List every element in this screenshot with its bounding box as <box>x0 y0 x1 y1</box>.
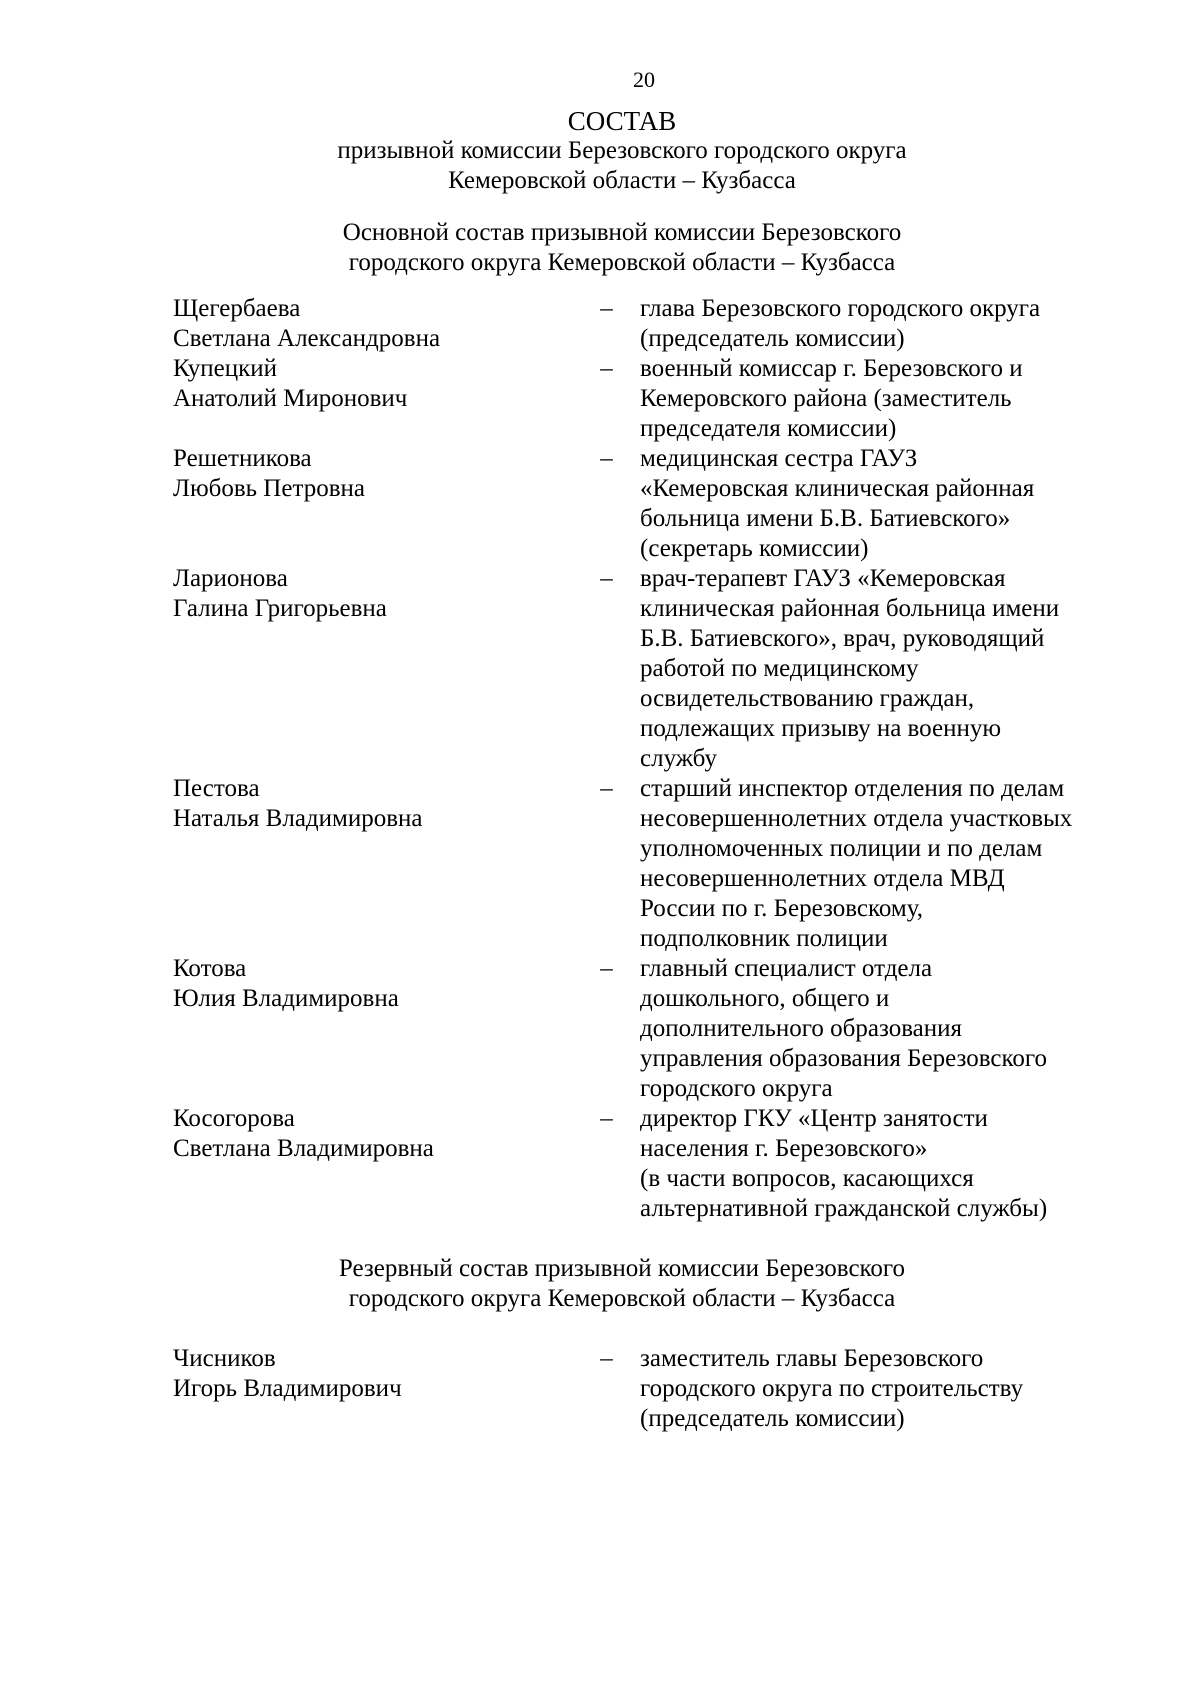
member-surname: Щегербаева <box>173 295 301 322</box>
member-role <box>640 444 1133 564</box>
member-role-line: освидетельствованию граждан, <box>640 685 975 712</box>
title-line-3: Кемеровской области – Кузбасса <box>448 167 796 194</box>
main-section-heading-line-2: городского округа Кемеровской области – Кузбасса <box>348 249 896 276</box>
member-given-names: Любовь Петровна <box>173 475 365 502</box>
member-surname: Котова <box>173 955 247 982</box>
member-role <box>640 774 1133 954</box>
member-dash: – <box>600 445 613 472</box>
member-role-line: военный комиссар г. Березовского и <box>640 355 1023 382</box>
member-role-line: председателя комиссии) <box>640 415 897 442</box>
member-row <box>173 954 1133 1104</box>
reserve-members-list <box>173 1344 1133 1434</box>
member-role-line: медицинская сестра ГАУЗ <box>640 445 918 472</box>
member-given-names: Юлия Владимировна <box>173 985 399 1012</box>
member-dash: – <box>600 1345 613 1372</box>
member-role-line: альтернативной гражданской службы) <box>640 1195 1048 1222</box>
document-title <box>0 106 1200 196</box>
reserve-section-heading <box>0 1254 1200 1314</box>
title-line-2: призывной комиссии Березовского городского округа <box>337 137 907 164</box>
member-name <box>173 564 573 774</box>
member-row <box>173 1344 1133 1434</box>
member-row <box>173 354 1133 444</box>
member-role-line: городского округа по строительству <box>640 1375 1024 1402</box>
member-role-line: подлежащих призыву на военную <box>640 715 1002 742</box>
member-role-line: директор ГКУ «Центр занятости <box>640 1105 988 1132</box>
member-dash: – <box>600 355 613 382</box>
member-given-names: Светлана Александровна <box>173 325 441 352</box>
reserve-section-heading-line-2: городского округа Кемеровской области – Кузбасса <box>348 1285 896 1312</box>
member-dash: – <box>600 565 613 592</box>
member-role-line: больница имени Б.В. Батиевского» <box>640 505 1011 532</box>
member-row <box>173 444 1133 564</box>
member-role-line: клиническая районная больница имени <box>640 595 1060 622</box>
member-given-names: Игорь Владимирович <box>173 1375 402 1402</box>
member-role-line: несовершеннолетних отдела МВД <box>640 865 1005 892</box>
member-name <box>173 774 573 954</box>
member-role <box>640 354 1133 444</box>
member-role-line: управления образования Березовского <box>640 1045 1047 1072</box>
member-name <box>173 1344 573 1434</box>
member-name <box>173 954 573 1104</box>
member-role-line: заместитель главы Березовского <box>640 1345 984 1372</box>
member-row <box>173 294 1133 354</box>
member-surname: Чисников <box>173 1345 276 1372</box>
member-given-names: Светлана Владимировна <box>173 1135 434 1162</box>
member-role-line: уполномоченных полиции и по делам <box>640 835 1043 862</box>
member-role-line: работой по медицинскому <box>640 655 919 682</box>
title-main: СОСТАВ <box>567 106 677 136</box>
member-surname: Ларионова <box>173 565 288 592</box>
member-given-names: Наталья Владимировна <box>173 805 423 832</box>
member-surname: Пестова <box>173 775 260 802</box>
member-role-line: дополнительного образования <box>640 1015 963 1042</box>
member-row <box>173 774 1133 954</box>
member-role-line: (в части вопросов, касающихся <box>640 1165 974 1192</box>
main-section-heading-line-1: Основной состав призывной комиссии Березовского <box>342 219 902 246</box>
member-role <box>640 294 1133 354</box>
member-given-names: Галина Григорьевна <box>173 595 387 622</box>
member-role-line: «Кемеровская клиническая районная <box>640 475 1035 502</box>
member-role-line: несовершеннолетних отдела участковых <box>640 805 1073 832</box>
member-role-line: глава Березовского городского округа <box>640 295 1041 322</box>
member-dash: – <box>600 1105 613 1132</box>
member-role-line: подполковник полиции <box>640 925 888 952</box>
member-name <box>173 444 573 564</box>
member-given-names: Анатолий Миронович <box>173 385 408 412</box>
member-role-line: главный специалист отдела <box>640 955 933 982</box>
page-number: 20 <box>633 67 655 92</box>
member-role-line: дошкольного, общего и <box>640 985 890 1012</box>
member-dash: – <box>600 295 613 322</box>
member-role-line: (председатель комиссии) <box>640 1405 905 1432</box>
member-role-line: (председатель комиссии) <box>640 325 905 352</box>
member-role-line: врач-терапевт ГАУЗ «Кемеровская <box>640 565 1006 592</box>
member-name <box>173 294 573 354</box>
member-role-line: Кемеровского района (заместитель <box>640 385 1012 412</box>
member-role-line: службу <box>640 745 717 772</box>
reserve-section-heading-line-1: Резервный состав призывной комиссии Березовского <box>338 1255 906 1282</box>
member-name <box>173 1104 573 1224</box>
main-members-list <box>173 294 1133 1224</box>
member-row <box>173 564 1133 774</box>
member-role <box>640 1344 1133 1434</box>
member-surname: Решетникова <box>173 445 312 472</box>
main-section-heading <box>0 218 1200 278</box>
member-role-line: населения г. Березовского» <box>640 1135 928 1162</box>
member-role-line: России по г. Березовскому, <box>640 895 923 922</box>
member-role-line: (секретарь комиссии) <box>640 535 869 562</box>
member-role-line: старший инспектор отделения по делам <box>640 775 1065 802</box>
member-role-line: городского округа <box>640 1075 833 1102</box>
member-role <box>640 564 1133 774</box>
member-surname: Купецкий <box>173 355 278 382</box>
member-role-line: Б.В. Батиевского», врач, руководящий <box>640 625 1045 652</box>
member-name <box>173 354 573 444</box>
member-dash: – <box>600 775 613 802</box>
member-dash: – <box>600 955 613 982</box>
member-role <box>640 954 1133 1104</box>
member-row <box>173 1104 1133 1224</box>
member-surname: Косогорова <box>173 1105 295 1132</box>
member-role <box>640 1104 1133 1224</box>
